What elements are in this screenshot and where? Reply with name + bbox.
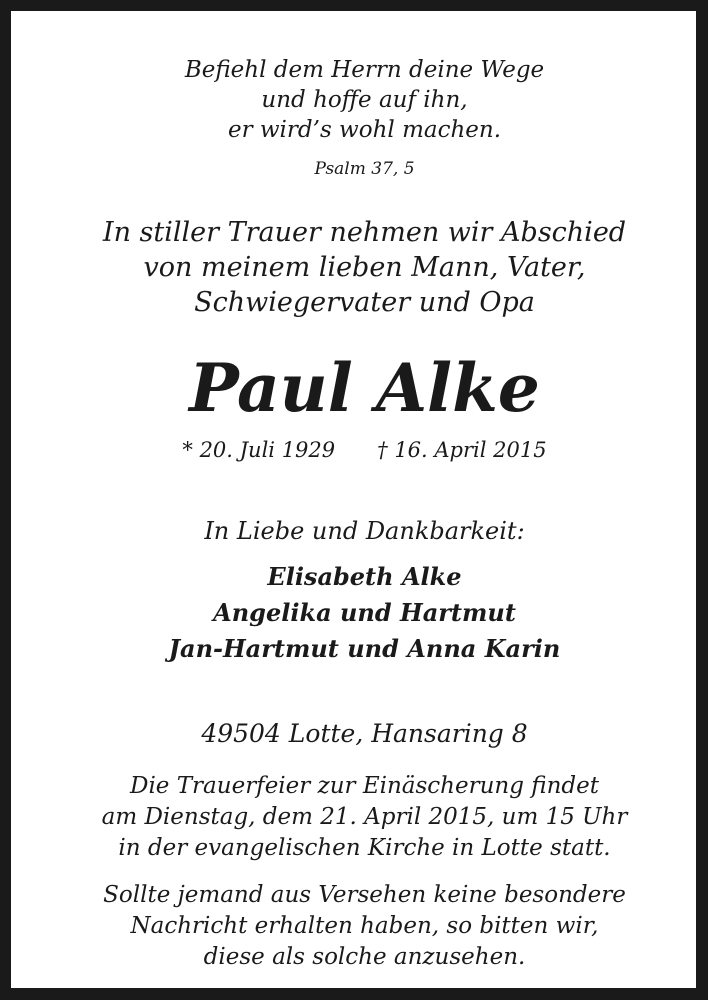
ceremony-line: Die Trauerfeier zur Einäscherung findet xyxy=(130,773,599,799)
verse-line: er wird’s wohl machen. xyxy=(227,117,502,143)
mourner-name: Jan-Hartmut und Anna Karin xyxy=(168,634,561,663)
deceased-name: Paul Alke xyxy=(189,349,540,427)
mourning-intro xyxy=(22,215,707,320)
verse-line: und hoffe auf ihn, xyxy=(261,87,468,113)
mourners-list xyxy=(22,559,707,667)
mourner-name: Elisabeth Alke xyxy=(267,562,462,591)
notice-line: Sollte jemand aus Versehen keine besondere xyxy=(103,882,626,908)
family-address: 49504 Lotte, Hansaring 8 xyxy=(201,719,528,748)
life-dates xyxy=(22,436,707,464)
bible-verse xyxy=(22,55,707,145)
notice-line: Nachricht erhalten haben, so bitten wir, xyxy=(130,913,599,939)
intro-line: von meinem lieben Mann, Vater, xyxy=(143,252,586,283)
mourner-name: Angelika und Hartmut xyxy=(213,598,516,627)
death-date: † 16. April 2015 xyxy=(377,438,547,462)
intro-line: In stiller Trauer nehmen wir Abschied xyxy=(102,217,627,248)
verse-line: Befiehl dem Herrn deine Wege xyxy=(184,57,545,83)
mourners-heading: In Liebe und Dankbarkeit: xyxy=(204,517,525,545)
ceremony-line: in der evangelischen Kirche in Lotte statt. xyxy=(118,835,611,861)
notice-line: diese als solche anzusehen. xyxy=(203,944,526,970)
birth-date: * 20. Juli 1929 xyxy=(182,438,336,462)
intro-line: Schwiegervater und Opa xyxy=(194,287,535,318)
ceremony-line: am Dienstag, dem 21. April 2015, um 15 Uhr xyxy=(101,804,628,830)
ceremony-info xyxy=(22,771,707,864)
notification-notice xyxy=(22,880,707,973)
verse-source: Psalm 37, 5 xyxy=(314,159,415,179)
